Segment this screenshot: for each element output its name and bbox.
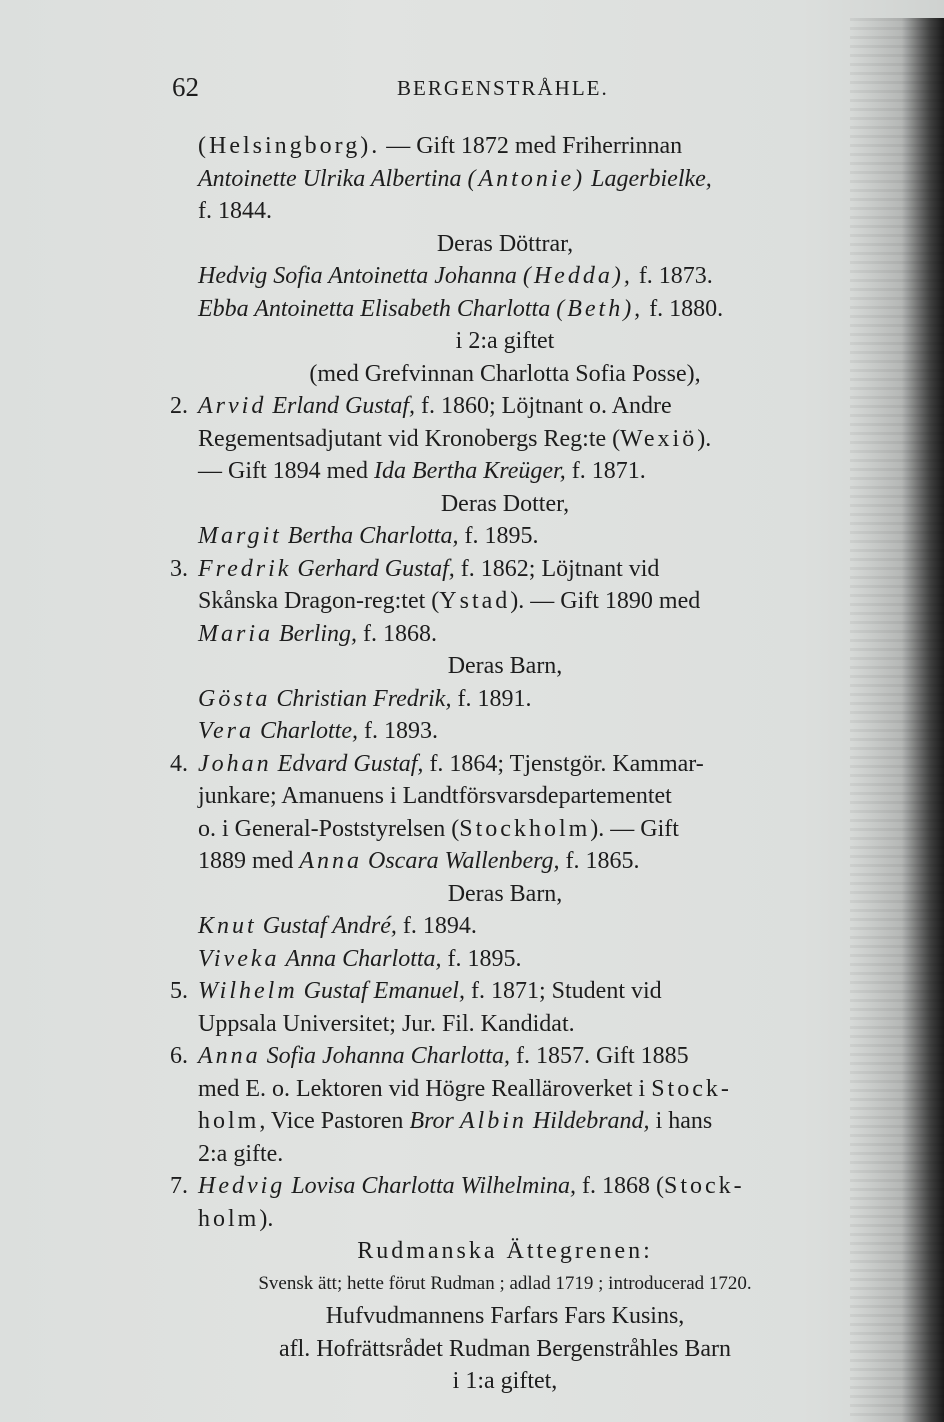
text-line: junkare; Amanuens i Landtförsvarsdepartementet <box>198 783 672 809</box>
section-heading: Deras Barn, <box>447 880 563 907</box>
section-heading: Deras Barn, <box>447 653 563 679</box>
text-line: Regementsadjutant vid Kronobergs Reg:te (Wexiö). <box>198 425 712 452</box>
text-line: Vera Charlotte, f. 1893. <box>198 718 439 744</box>
running-title: BERGENSTRÅHLE. <box>397 76 609 100</box>
text-line: Svensk ätt; hette förut Rudman ; adlad 1719 ; introducerad 1720. <box>258 1272 752 1294</box>
text-line: Antoinette Ulrika Albertina (Antonie) Lagerbielke, <box>198 165 712 192</box>
text-line: Gösta Christian Fredrik, f. 1891. <box>198 685 532 712</box>
text-line: holm, Vice Pastoren Bror Albin Hildebrand, i hans <box>198 1108 713 1134</box>
page-number: 62 <box>172 72 199 102</box>
book-spine-shadow <box>850 18 944 1422</box>
text-line: afl. Hofrättsrådet Rudman Bergenstråhles Barn <box>278 1335 732 1362</box>
text-line: Ebba Antoinetta Elisabeth Charlotta (Beth), f. 1880. <box>198 295 724 322</box>
text-line: 5. Wilhelm Gustaf Emanuel, f. 1871; Student vid <box>170 978 662 1004</box>
text-line: 4. Johan Edvard Gustaf, f. 1864; Tjenstgör. Kammar- <box>170 750 704 777</box>
text-line: — Gift 1894 med Ida Bertha Kreüger, f. 1871. <box>198 458 646 484</box>
text-line: i 1:a giftet, <box>452 1368 558 1394</box>
section-heading: Deras Dotter, <box>440 490 570 517</box>
section-heading: Deras Döttrar, <box>436 230 574 257</box>
text-line: Hedvig Sofia Antoinetta Johanna (Hedda), f. 1873. <box>198 263 713 289</box>
text-line: 7. Hedvig Lovisa Charlotta Wilhelmina, f. 1868 (Stock- <box>170 1173 745 1199</box>
text-line: holm). <box>198 1205 274 1232</box>
section-heading: Rudmanska Ättegrenen: <box>357 1238 653 1264</box>
page-body <box>170 130 840 1398</box>
text-line: Maria Berling, f. 1868. <box>198 620 437 647</box>
section-heading: i 2:a giftet <box>455 328 555 354</box>
text-line: Uppsala Universitet; Jur. Fil. Kandidat. <box>198 1010 575 1037</box>
text-line: 2. Arvid Erland Gustaf, f. 1860; Löjtnant o. Andre <box>170 393 672 419</box>
text-line: Margit Bertha Charlotta, f. 1895. <box>198 523 539 549</box>
text-line: Knut Gustaf André, f. 1894. <box>198 913 477 939</box>
section-heading: (med Grefvinnan Charlotta Sofia Posse), <box>309 360 701 387</box>
text-line: Viveka Anna Charlotta, f. 1895. <box>198 945 522 972</box>
text-line: 6. Anna Sofia Johanna Charlotta, f. 1857. Gift 1885 <box>170 1043 689 1069</box>
text-line: f. 1844. <box>198 198 272 224</box>
text-line: o. i General-Poststyrelsen (Stockholm). — Gift <box>198 815 679 842</box>
text-line: 2:a gifte. <box>198 1140 284 1167</box>
text-line: (Helsingborg). — Gift 1872 med Friherrinnan <box>198 133 683 159</box>
text-line: 1889 med Anna Oscara Wallenberg, f. 1865. <box>198 848 640 874</box>
text-line: Skånska Dragon-reg:tet (Ystad). — Gift 1890 med <box>198 588 701 614</box>
text-line: Hufvudmannens Farfars Fars Kusins, <box>325 1303 685 1329</box>
text-line: 3. Fredrik Gerhard Gustaf, f. 1862; Löjtnant vid <box>170 555 660 582</box>
page-header <box>0 72 944 104</box>
text-line: med E. o. Lektoren vid Högre Realläroverket i Stock- <box>198 1075 732 1102</box>
